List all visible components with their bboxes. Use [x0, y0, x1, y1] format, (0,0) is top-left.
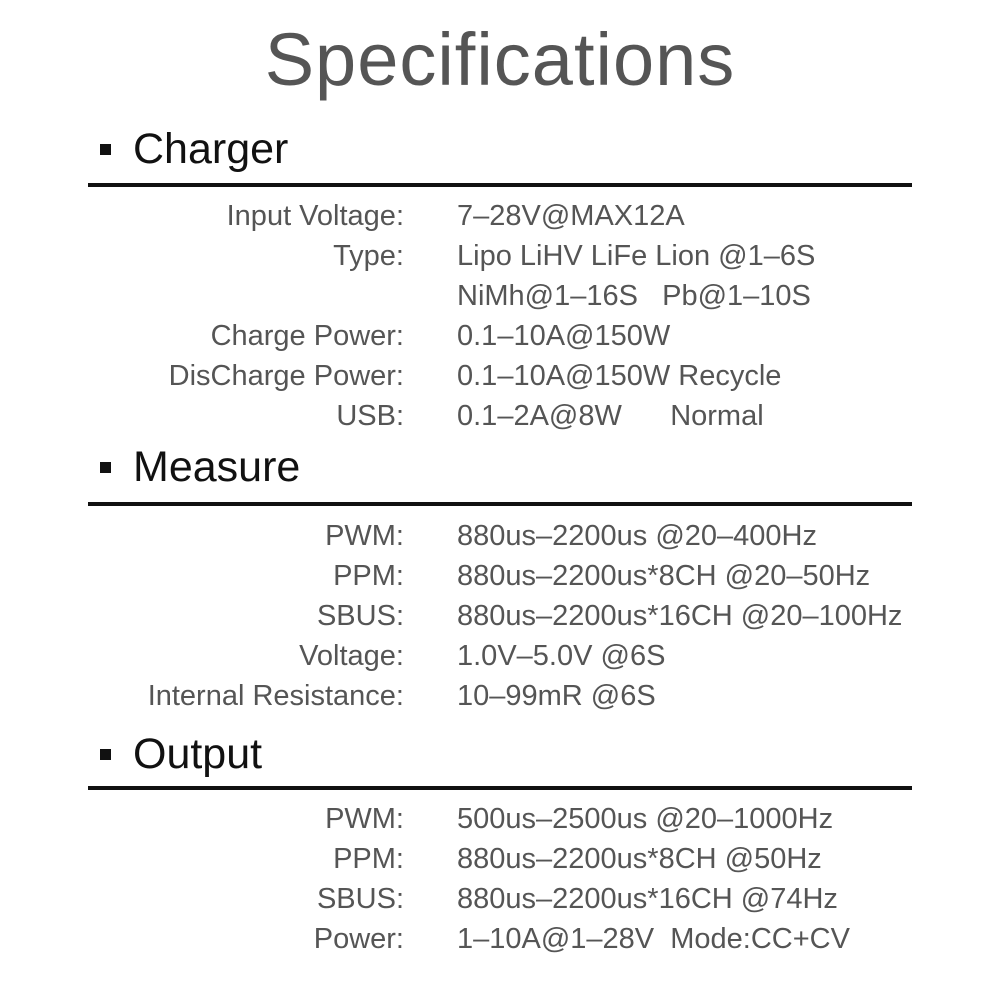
section-header-output	[100, 729, 262, 779]
spec-label: Power:	[313, 923, 404, 955]
spec-value: 10–99mR @6S	[457, 680, 656, 712]
spec-value: Lipo LiHV LiFe Lion @1–6S	[457, 240, 816, 272]
spec-value: NiMh@1–16S Pb@1–10S	[457, 280, 811, 312]
spec-row	[0, 799, 1000, 839]
spec-value: 0.1–10A@150W Recycle	[457, 360, 782, 392]
section-title-measure: Measure	[133, 443, 301, 491]
spec-row	[0, 839, 1000, 879]
section-title-output: Output	[133, 730, 263, 778]
spec-value: 0.1–2A@8W Normal	[457, 400, 764, 432]
square-bullet-icon	[100, 144, 111, 155]
spec-row	[0, 396, 1000, 436]
spec-value: 1–10A@1–28V Mode:CC+CV	[457, 923, 850, 955]
spec-label: PPM:	[333, 560, 404, 592]
spec-row	[0, 556, 1000, 596]
spec-row	[0, 676, 1000, 716]
spec-label: Input Voltage:	[226, 200, 404, 232]
page-title: Specifications	[264, 18, 736, 101]
spec-row	[0, 356, 1000, 396]
spec-row	[0, 636, 1000, 676]
spec-value: 880us–2200us*8CH @20–50Hz	[457, 560, 871, 592]
spec-label: PWM:	[325, 520, 404, 552]
spec-value: 880us–2200us*16CH @20–100Hz	[457, 600, 903, 632]
spec-label: SBUS:	[316, 883, 404, 915]
spec-row	[0, 596, 1000, 636]
section-header-measure	[100, 442, 300, 492]
spec-row	[0, 236, 1000, 276]
spec-row	[0, 879, 1000, 919]
spec-row	[0, 316, 1000, 356]
section-title-charger: Charger	[133, 125, 289, 173]
spec-label: PWM:	[325, 803, 404, 835]
spec-label: Type:	[333, 240, 404, 272]
spec-row	[0, 919, 1000, 959]
spec-value: 880us–2200us*16CH @74Hz	[457, 883, 838, 915]
spec-label: DisCharge Power:	[168, 360, 404, 392]
spec-label: Charge Power:	[210, 320, 404, 352]
spec-label: Internal Resistance:	[147, 680, 404, 712]
square-bullet-icon	[100, 749, 111, 760]
spec-label: USB:	[336, 400, 404, 432]
spec-value: 0.1–10A@150W	[457, 320, 671, 352]
spec-label: Voltage:	[299, 640, 404, 672]
section-divider-output	[88, 786, 912, 790]
spec-value: 7–28V@MAX12A	[457, 200, 685, 232]
spec-row	[0, 276, 1000, 316]
section-divider-charger	[88, 183, 912, 187]
spec-value: 1.0V–5.0V @6S	[457, 640, 666, 672]
square-bullet-icon	[100, 462, 111, 473]
spec-value: 500us–2500us @20–1000Hz	[457, 803, 834, 835]
section-divider-measure	[88, 502, 912, 506]
spec-row	[0, 516, 1000, 556]
section-header-charger	[100, 124, 288, 174]
spec-label: SBUS:	[316, 600, 404, 632]
spec-label: PPM:	[333, 843, 404, 875]
spec-value: 880us–2200us @20–400Hz	[457, 520, 817, 552]
spec-row	[0, 196, 1000, 236]
spec-value: 880us–2200us*8CH @50Hz	[457, 843, 822, 875]
